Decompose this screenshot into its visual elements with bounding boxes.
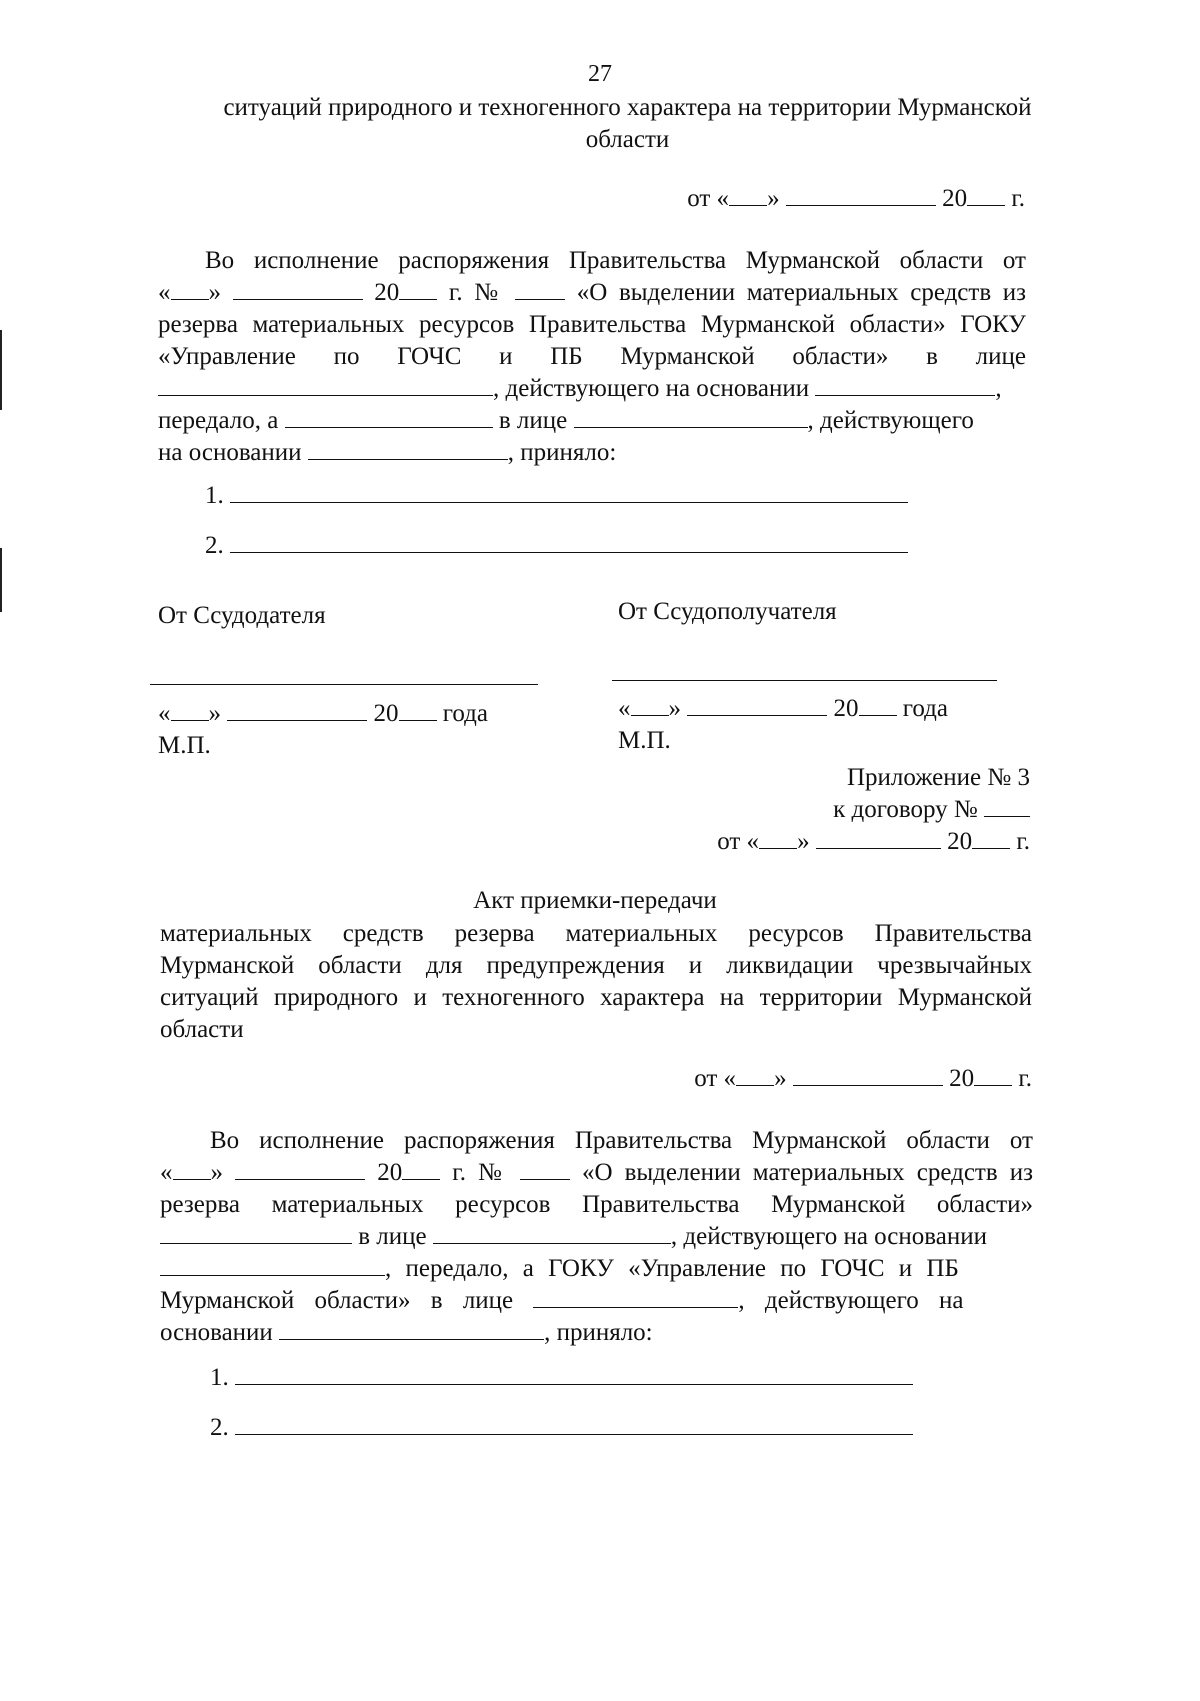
appendix-date: от « » 20 г. [717,828,1030,855]
list-item: 1. [210,1362,913,1394]
list-item: 2. [210,1412,913,1444]
day-blank[interactable] [171,277,209,300]
number-blank[interactable] [520,1157,570,1180]
paragraph-line: передало, а в лице , действующего [158,407,974,434]
list-blank[interactable] [230,480,908,503]
month-blank[interactable] [816,826,941,849]
paragraph-line: в лице , действующего на основании [160,1221,1033,1253]
day-blank[interactable] [759,826,797,849]
list-item: 1. [205,480,908,512]
heading-line: области [585,126,670,153]
lender-stamp: М.П. [158,732,211,759]
transferor-basis-blank[interactable] [160,1253,385,1276]
borrower-signature-line[interactable] [612,680,997,681]
month-blank[interactable] [687,693,827,716]
year-blank[interactable] [399,277,437,300]
transferor-blank[interactable] [160,1221,352,1244]
lender-date: « » 20 года [158,700,488,727]
borrower-date: « » 20 года [618,695,948,722]
second-act-paragraph [160,1125,1033,1349]
heading-line: ситуаций природного и техногенного характера на территории Мурманской [223,94,1032,121]
act-title: Акт приемки-передачи [473,887,717,914]
subtitle-line: Мурманской области для предупреждения и ликвидации чрезвычайных [160,952,1032,979]
act-date: от « » 20 г. [687,185,1025,212]
appendix-title: Приложение № 3 [846,764,1030,791]
day-blank[interactable] [736,1063,774,1086]
paragraph-line: « » 20 г. № «О выделении материальных средств из [160,1159,1034,1186]
day-blank[interactable] [171,698,209,721]
month-blank[interactable] [233,277,363,300]
year-blank[interactable] [859,693,897,716]
recipient-basis-blank[interactable] [279,1317,544,1340]
paragraph-line: , действующего на основании , [158,373,1026,405]
paragraph-line: резерва материальных ресурсов Правительства Мурманской области» ГОКУ [158,311,1026,338]
representative-blank[interactable] [158,373,493,396]
year-blank[interactable] [974,1063,1012,1086]
basis-blank[interactable] [815,373,995,396]
act-subtitle [160,918,1032,1046]
borrower-stamp: М.П. [618,727,671,754]
transferor-representative-blank[interactable] [433,1221,671,1244]
list-blank[interactable] [235,1362,913,1385]
year-blank[interactable] [972,826,1010,849]
paragraph-line: «Управление по ГОЧС и ПБ Мурманской области» в лице [158,343,1026,370]
paragraph-line: Во исполнение распоряжения Правительства Мурманской области от [210,1127,1033,1154]
scan-edge-mark [0,330,2,410]
subtitle-line: материальных средств резерва материальных ресурсов Правительства [160,920,1032,947]
scan-edge-mark [0,548,2,612]
lender-title: От Ссудодателя [158,602,326,629]
borrower-title: От Ссудополучателя [618,598,837,625]
subtitle-line: ситуаций природного и техногенного характера на территории Мурманской [160,984,1032,1011]
paragraph-line: Мурманской области» в лице , действующего на [160,1287,964,1314]
subtitle-line: области [160,1016,244,1043]
month-blank[interactable] [235,1157,365,1180]
paragraph-line: « » 20 г. № «О выделении материальных средств из [158,279,1027,306]
list-blank[interactable] [235,1412,913,1435]
paragraph-line: Во исполнение распоряжения Правительства Мурманской области от [205,247,1026,274]
year-blank[interactable] [399,698,437,721]
paragraph-line: основании , приняло: [160,1319,653,1346]
page-number: 27 [588,61,612,87]
list-blank[interactable] [230,530,908,553]
first-act-paragraph [158,245,1026,469]
month-blank[interactable] [793,1063,943,1086]
list-item: 2. [205,530,908,562]
contract-number-blank[interactable] [984,794,1030,817]
lender-signature-line[interactable] [150,684,538,685]
recipient-basis-blank[interactable] [308,437,508,460]
day-blank[interactable] [729,183,767,206]
heading-continuation [160,92,1095,156]
appendix-contract: к договору № [600,794,1030,826]
paragraph-line: , передало, а ГОКУ «Управление по ГОЧС и ПБ [160,1253,1033,1285]
number-blank[interactable] [515,277,565,300]
month-blank[interactable] [786,183,936,206]
appendix-header [600,762,1030,858]
year-blank[interactable] [967,183,1005,206]
act-date: от « » 20 г. [694,1065,1032,1092]
month-blank[interactable] [227,698,367,721]
recipient-representative-blank[interactable] [574,405,808,428]
day-blank[interactable] [173,1157,211,1180]
paragraph-line: на основании , приняло: [158,439,617,466]
recipient-blank[interactable] [285,405,493,428]
paragraph-line: резерва материальных ресурсов Правительства Мурманской области» [160,1191,1033,1218]
recipient-representative-blank[interactable] [533,1285,738,1308]
year-blank[interactable] [402,1157,440,1180]
day-blank[interactable] [631,693,669,716]
